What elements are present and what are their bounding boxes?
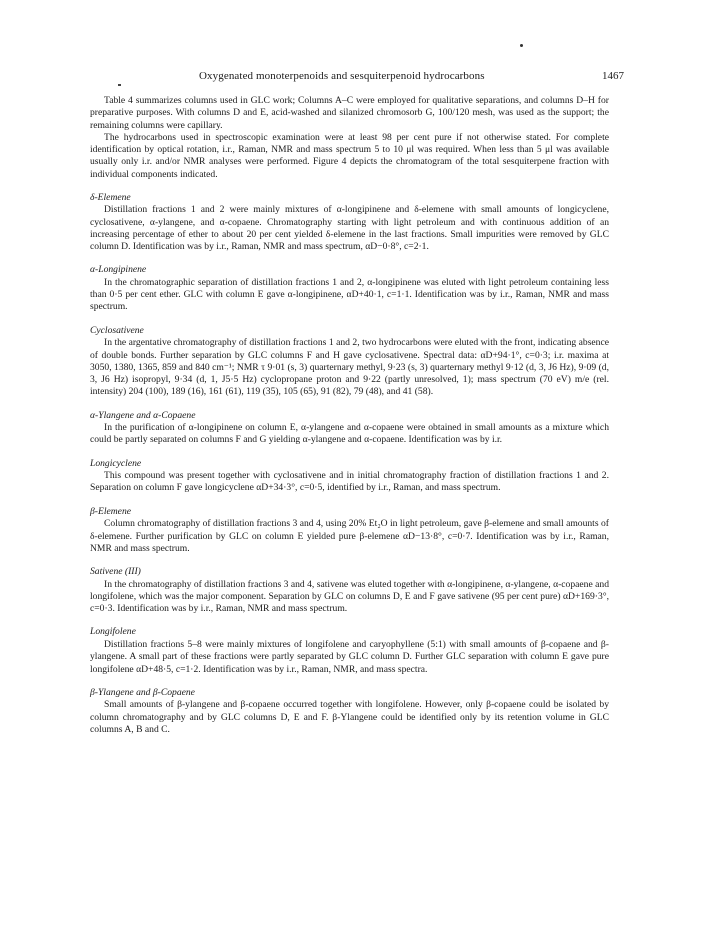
section-paragraph: Distillation fractions 1 and 2 were mainly mixtures of α-longipinene and δ-elemene with small amounts of longicyclene, cyclosativene, α-ylangene, and α-copaene. Chromatography starting with light petroleum and with continuous addition of an increasing percentage of ether to about 20 per cent yielded δ-elemene in the last fractions. Small impurities were removed by GLC column D. Identification was by i.r., Raman, NMR and mass spectrum, αD−0·8°, c=2·1. bbox=[90, 204, 609, 253]
section-paragraph: Distillation fractions 5–8 were mainly mixtures of longifolene and caryophyllene (5:1) with small amounts of β-copaene and β-ylangene. A small part of these fractions were partly separated by GLC column D. Further GLC separation with column E gave pure longifolene αD+48·5, c=1·2. Identification was by i.r., Raman, NMR, and mass spectra. bbox=[90, 639, 609, 675]
page-number: 1467 bbox=[602, 70, 624, 82]
section-paragraph: Small amounts of β-ylangene and β-copaene occurred together with longifolene. However, only β-copaene could be isolated by column chromatography and by GLC columns D, E and F. β-Ylangene could be identified only by its retention volume in GLC columns A, B and C. bbox=[90, 699, 609, 735]
running-title: Oxygenated monoterpenoids and sesquiterpenoid hydrocarbons bbox=[199, 70, 485, 82]
section-heading: δ-Elemene bbox=[90, 191, 131, 203]
article-body bbox=[90, 95, 609, 736]
section-delta-elemene bbox=[90, 181, 609, 254]
section-paragraph: Column chromatography of distillation fractions 3 and 4, using 20% Et₂O in light petroleum, gave β-elemene and small amounts of δ-elemene. Further purification by GLC on column E yielded pure β-elemene αD−13·8°, c=0·7. Identification was by i.r., Raman, NMR and mass spectrum. bbox=[90, 518, 609, 554]
section-paragraph: In the chromatography of distillation fractions 3 and 4, sativene was eluted together with α-longipinene, α-ylangene, α-copaene and longifolene, which was the major component. Separation by GLC on columns D, E and F gave sativene (95 per cent pure) αD+169·3°, c=0·3. Identification was by i.r., Raman, NMR and mass spectrum. bbox=[90, 578, 609, 615]
section-heading: Longicyclene bbox=[90, 457, 142, 469]
section-heading: Cyclosativene bbox=[90, 324, 144, 336]
section-sativene bbox=[90, 555, 609, 615]
section-heading: α-Longipinene bbox=[90, 264, 147, 276]
section-beta-ylangene-copaene bbox=[90, 676, 609, 736]
intro-paragraph: The hydrocarbons used in spectroscopic examination were at least 98 per cent pure if not otherwise stated. For complete identification by optical rotation, i.r., Raman, NMR and mass spectrum 5 to 10 μl was required. When less than 5 μl was available usually only i.r. and/or NMR analyses were performed. Figure 4 depicts the chromatogram of the total sesquiterpene fraction with individual components indicated. bbox=[90, 131, 609, 180]
section-heading: β-Ylangene and β-Copaene bbox=[90, 686, 195, 698]
section-alpha-longipinene bbox=[90, 253, 609, 313]
scan-speck bbox=[520, 44, 523, 47]
section-longifolene bbox=[90, 615, 609, 675]
section-ylangene-copaene bbox=[90, 399, 609, 447]
section-heading: β-Elemene bbox=[90, 505, 131, 517]
section-heading: Longifolene bbox=[90, 626, 136, 638]
section-paragraph: In the purification of α-longipinene on column E, α-ylangene and α-copaene were obtained in small amounts as a mixture which could be partly separated on columns F and G yielding α-ylangene and α-copaene. Identification was by i.r. bbox=[90, 422, 609, 446]
section-paragraph: This compound was present together with cyclosativene and in initial chromatography fraction of distillation fractions 1 and 2. Separation on column F gave longicyclene αD+34·3°, c=0·5, identified by i.r., Raman, and mass spectrum. bbox=[90, 470, 609, 494]
section-beta-elemene bbox=[90, 495, 609, 555]
section-paragraph: In the chromatographic separation of distillation fractions 1 and 2, α-longipinene was eluted with light petroleum containing less than 0·5 per cent ether. GLC with column E gave α-longipinene, αD+40·1, c=1·1. Identification was by i.r., Raman, NMR and mass spectrum. bbox=[90, 276, 609, 313]
section-paragraph: In the argentative chromatography of distillation fractions 1 and 2, two hydrocarbons were eluted with the front, indicating absence of double bonds. Further separation by GLC columns F and H gave cyclosativene. Spectral data: αD+94·1°, c=0·3; i.r. maxima at 3050, 1380, 1365, 859 and 840 cm⁻¹; NMR τ 9·01 (s, 3) quarternary methyl, 9·23 (s, 3) quarternary methyl 9·12 (d, 3, J6 Hz), 9·09 (d, 3, J6 Hz) isopropyl, 9·34 (d, 1, J5·5 Hz) cyclopropane proton and 9·22 (partly unresolved, 1); mass spectrum (70 eV) m/e (rel. intensity) 204 (100), 189 (16), 161 (61), 119 (35), 105 (65), 91 (82), 79 (48), and 41 (58). bbox=[90, 337, 609, 398]
intro-paragraph: Table 4 summarizes columns used in GLC work; Columns A–C were employed for qualitative separations, and columns D–H for preparative purposes. With columns D and E, acid-washed and silanized chromosorb G, 100/120 mesh, was used as the support; the remaining columns were capillary. bbox=[90, 95, 609, 131]
section-longicyclene bbox=[90, 447, 609, 495]
section-heading: α-Ylangene and α-Copaene bbox=[90, 409, 196, 421]
scan-speck bbox=[118, 84, 121, 86]
section-heading: Sativene (III) bbox=[90, 566, 141, 578]
section-cyclosativene bbox=[90, 314, 609, 399]
